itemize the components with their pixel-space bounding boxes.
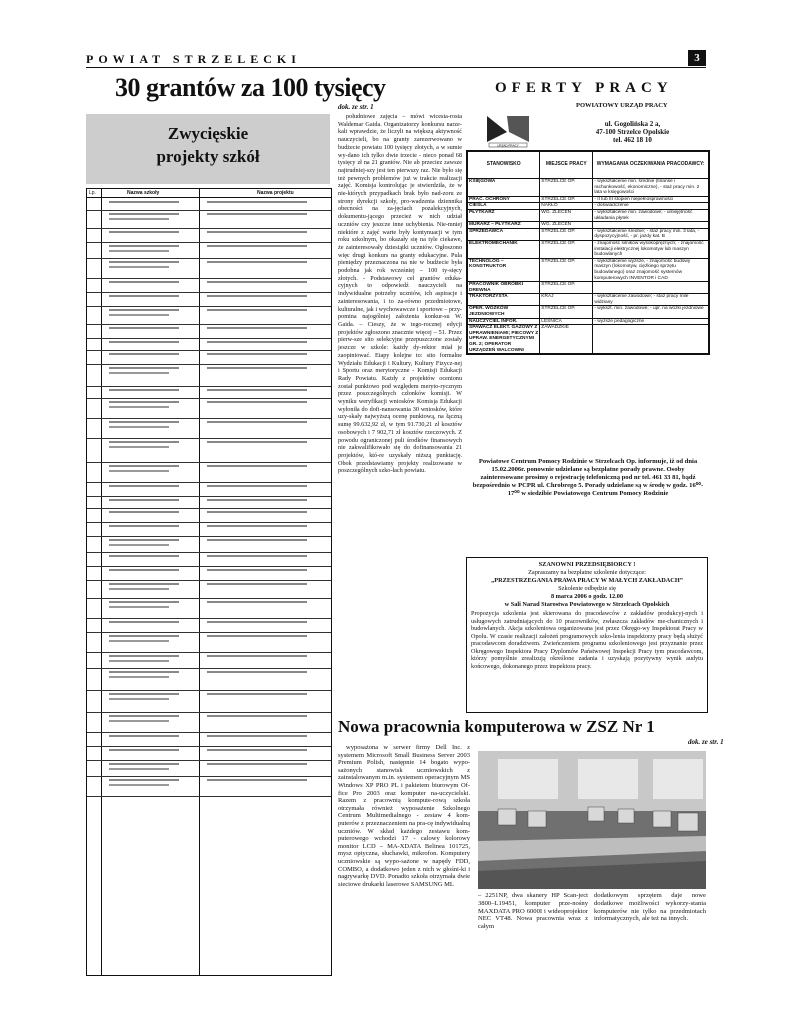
training-greeting: SZANOWNI PRZEDSIĘBIORCY ! bbox=[538, 561, 636, 568]
job-requirements: - doświadczenie bbox=[593, 203, 709, 210]
grants-table-row bbox=[87, 418, 331, 439]
grants-table-row bbox=[87, 462, 331, 483]
grants-table-row bbox=[87, 210, 331, 229]
job-position: TRAKTORZYSTA bbox=[468, 294, 540, 306]
col-project: Nazwa projektu bbox=[257, 190, 294, 196]
header-rule bbox=[86, 67, 706, 68]
sidebar-title-line1: Zwycięskie bbox=[167, 124, 249, 143]
job-location: STRZELCE OP. bbox=[540, 196, 593, 203]
article2-column3: dodatkowym sprzętem daje nowe dodatkowe możliwości wykorzy-stania komputerów nie tylko na przedmiotach informatycznych, ale też na innych. bbox=[594, 892, 706, 923]
job-offers-title: OFERTY PRACY bbox=[495, 80, 673, 96]
address-street: ul. Gogolińska 2 a, bbox=[604, 120, 661, 128]
job-position: PŁYTKARZ bbox=[468, 209, 540, 221]
computer-lab-photo bbox=[478, 751, 706, 889]
grants-table-row bbox=[87, 598, 331, 619]
job-position: PRAC. OCHRONY bbox=[468, 196, 540, 203]
grants-table-row bbox=[87, 668, 331, 691]
job-location: NAKŁO bbox=[540, 203, 593, 210]
grants-table-row bbox=[87, 712, 331, 733]
grants-table-row bbox=[87, 522, 331, 537]
headline-2: Nowa pracownia komputerowa w ZSZ Nr 1 bbox=[338, 717, 655, 736]
job-requirements: - wykształcenie min. zawodowe; - umiejętność układania płytek bbox=[593, 209, 709, 221]
job-row bbox=[468, 228, 709, 240]
grants-table-row bbox=[87, 536, 331, 553]
continuation-note-2: dok. ze str. 1 bbox=[688, 738, 724, 746]
grants-table-row bbox=[87, 580, 331, 599]
job-requirements bbox=[593, 222, 709, 229]
job-row bbox=[468, 196, 709, 203]
labour-office-name: POWIATOWY URZĄD PRACY bbox=[576, 102, 668, 109]
page-number: 3 bbox=[688, 50, 706, 66]
grants-table-row bbox=[87, 618, 331, 633]
grants-table-row bbox=[87, 732, 331, 747]
job-requirements: - wykształcenie wyższe, - znajomość budowy maszyn (lokomotyw, ciężkiego sprzętu budowlanego) oraz znajomość systemów komputerowych INVENTOR i CAD bbox=[593, 258, 709, 281]
grants-table-row bbox=[87, 364, 331, 387]
sidebar-title-line2: projekty szkół bbox=[156, 147, 260, 166]
job-row bbox=[468, 294, 709, 306]
job-row bbox=[468, 240, 709, 258]
job-requirements: - znajomość silników wysokoprężnych; - znajomość instalacji elektrycznej lokomotyw lub maszyn budowlanych bbox=[593, 240, 709, 258]
job-position: MURARZ – PŁYTKARZ bbox=[468, 222, 540, 229]
training-place: w Sali Narad Starostwa Powiatowego w Strzelcach Opolskich bbox=[504, 601, 670, 608]
grants-table-row bbox=[87, 350, 331, 365]
job-requirements: - wyższe pedagogiczne bbox=[593, 318, 709, 325]
training-body: Propozycja szkolenia jest skierowana do pracodawców z zakładów produkcyj-nych i usługowych zatrudniających do 10 pracowników, zwłaszcza zakładów me-chanicznych i budowlanych. Akcja szkoleniowa organizowana jest przez Okręgo-wy Inspektorat Pracy w Opolu. W czasie realizacji założeń programowych szko-lenia inspektorzy pracy będą służyć pracodawcom doradztwem. Zwieńczeniem programu szkoleniowego jest przyznanie przez Okręgowego Inspektora Pracy Dyplomów Państwowej Inspekcji Pracy tym pracodawcom, którzy pomyślnie zrealizują określone zadania i uzyskają pozytywny wynik audytu końcowego, dokonanego przez inspektora pracy. bbox=[471, 610, 703, 670]
article2-column1 bbox=[338, 744, 470, 888]
job-requirements bbox=[593, 282, 709, 294]
job-location: ZAWADZKIE bbox=[540, 325, 593, 354]
job-location: STRZELCE OP. bbox=[540, 228, 593, 240]
job-row bbox=[468, 325, 709, 354]
job-position: TECHNOLOG –KONSTRUKTOR bbox=[468, 258, 540, 281]
grants-table-row bbox=[87, 398, 331, 419]
job-position: CIEŚLA bbox=[468, 203, 540, 210]
job-row bbox=[468, 179, 709, 197]
grants-table-row bbox=[87, 438, 331, 463]
article2-text1: wyposażona w serwer firmy Dell Inc. z systemem Microsoft Small Business Server 2003 Premium Polish, następnie 14 bogato wypo-sażonych stanowisk uczniowskich z zainstalowanym m.in. systemem operacyjnym MS Windows XP PRO PL i pakietem biurowym Of-fice Pro 2003 oraz komputer na-uczycielski. Razem z pracownią kompute-rową szkoła otrzymała również wyposażenie Szkolnego Centrum Multimedialnego - zestaw 4 kom-puterów z przeznaczeniem na pra-cę indywidualną uczniów. W skład każdego zestawu kom-puterowego wchodzi 17 - calowy kolorowy monitor LCD – MA-XDATA Belinea 101725, mysz optyczna, słuchawki, mikrofon. Komputery uczniowskie są wypo-sażone w napędy FDD, COMBO, a dodatkowo jeden z nich w głośni-ki i nagrywarkę DVD. Ponadto szkoła otrzymała dwie sieciowe drukarki laserowe SAMSUNG ML bbox=[338, 744, 470, 888]
job-row bbox=[468, 306, 709, 318]
grants-table-row bbox=[87, 306, 331, 325]
job-position: PRACOWNIK OBRÓBKI DREWNA bbox=[468, 282, 540, 294]
labour-office-logo bbox=[483, 112, 533, 148]
job-location: STRZELCE OP. bbox=[540, 306, 593, 318]
grants-table-row bbox=[87, 324, 331, 339]
sidebar-title-box bbox=[86, 114, 330, 184]
grants-table-row bbox=[87, 652, 331, 669]
job-location: STRZELCE OP. bbox=[540, 240, 593, 258]
grants-table-row bbox=[87, 746, 331, 761]
job-row bbox=[468, 258, 709, 281]
headline: 30 grantów za 100 tysięcy bbox=[115, 73, 386, 102]
job-position: ELEKTROMECHANIK bbox=[468, 240, 540, 258]
training-announcement bbox=[466, 557, 708, 713]
grants-table-row bbox=[87, 292, 331, 307]
logo-text: URZĄD PRACY bbox=[497, 143, 519, 148]
job-row bbox=[468, 282, 709, 294]
job-position: SPAWACZ ELEKT. GAZOWY Z UPRAWNIENIAMI; PIECOWY Z UPRAW. ENERGETYCZNYMI GR. 2; OPERATOR URZĄDZEŃ WALCOWNI bbox=[469, 325, 539, 353]
grants-table-row bbox=[87, 228, 331, 243]
job-location: STRZELCE OP. bbox=[540, 258, 593, 281]
job-requirements: - II lub III stopień niepełnosprawności bbox=[593, 196, 709, 203]
job-requirements: - wykształcenie min. średnie (finanse i rachunkowość, ekonomiczne), - staż pracy min. 2 lata w księgowości bbox=[593, 179, 709, 197]
job-requirements: - wykształcenie zawodowe; - staż pracy mile widziany bbox=[593, 294, 709, 306]
grants-table-row bbox=[87, 566, 331, 581]
job-offers-table bbox=[466, 150, 710, 355]
address-city: 47-100 Strzelce Opolskie bbox=[595, 128, 670, 136]
job-table-header-2: WYMAGANIA OCZEKIWANIA PRACODAWCY: bbox=[593, 152, 709, 179]
job-position: SPRZEDAWCA bbox=[468, 228, 540, 240]
grants-table-header bbox=[87, 189, 331, 198]
job-requirements: - wykształcenie średnie; - staż pracy min. 3 lata, - dyspozycyjność, - pr. jazdy kat. B bbox=[593, 228, 709, 240]
grants-table-row bbox=[87, 552, 331, 567]
job-table-header-1: MIEJSCE PRACY bbox=[540, 152, 593, 179]
training-invite: Zapraszamy na bezpłatne szkolenie dotyczące: bbox=[528, 569, 646, 576]
pcpr-notice: Powiatowe Centrum Pomocy Rodzinie w Strzelcach Op. informuje, iż od dnia 15.02.2006r. ponownie udzielane są bezpłatne porady prawne. Osoby zainteresowane prosimy o rejestrację telefoniczną pod nr tel. 461 33 81, bądź bezpośrednio w PCPR ul. Chrobrego 5. Porady udzielane są w środę w godz. 16⁰⁰- 17⁰⁰ w siedzibie Powiatowego Centrum Pomocy Rodzinie bbox=[472, 458, 704, 497]
job-row bbox=[468, 203, 709, 210]
job-requirements: - wykszt. min. zawodowe; - upr. na wózki jezdniowe bbox=[593, 306, 709, 318]
job-location: WG. ZLECEŃ bbox=[540, 222, 593, 229]
job-location: KRAJ bbox=[540, 294, 593, 306]
grants-table-row bbox=[87, 776, 331, 797]
grants-table bbox=[86, 188, 332, 976]
article1-column bbox=[338, 113, 462, 475]
grants-table-row bbox=[87, 482, 331, 497]
article2-column2: – 2251NP, dwa skanery HP Scan-ject 3800–L19451, komputer prze-nośny MAXDATA PRO 6000I i wideoprojektor NEC VT48. Nowa pracownia wraz z całym bbox=[478, 892, 588, 931]
col-school: Nazwa szkoły bbox=[127, 190, 160, 196]
job-location: STRZELCE OP. bbox=[540, 179, 593, 197]
job-location: LEŚNICA bbox=[540, 318, 593, 325]
training-date: 8 marca 2006 o godz. 12.00 bbox=[550, 593, 624, 600]
job-row bbox=[468, 318, 709, 325]
grants-table-row bbox=[87, 760, 331, 777]
job-row bbox=[468, 209, 709, 221]
grants-table-row bbox=[87, 278, 331, 293]
job-table-header-0: STANOWISKO bbox=[468, 152, 540, 179]
grants-table-row bbox=[87, 508, 331, 523]
continuation-note: dok. ze str. 1 bbox=[338, 103, 374, 111]
grants-table-row bbox=[87, 242, 331, 259]
newspaper-section-title: POWIAT STRZELECKI bbox=[86, 52, 301, 66]
grants-table-row bbox=[87, 632, 331, 653]
col-lp: Lp. bbox=[89, 190, 96, 196]
job-location: STRZELCE OP. bbox=[540, 282, 593, 294]
job-location: WG. ZLECEŃ bbox=[540, 209, 593, 221]
job-position: OPER. WÓZKÓW JEZDNIOWYCH bbox=[468, 306, 540, 318]
job-requirements bbox=[593, 325, 709, 354]
address-phone: tel. 462 18 10 bbox=[613, 136, 652, 144]
job-position: KSIĘGOWA bbox=[468, 179, 540, 197]
training-topic: „PRZESTRZEGANIA PRAWA PRACY W MAŁYCH ZAKŁADACH” bbox=[491, 577, 683, 584]
grants-table-row bbox=[87, 258, 331, 279]
job-position: NAUCZYCIEL INFOR. bbox=[468, 318, 540, 325]
article1-text: południowe zajęcia – mówi wicesta-rosta Waldemar Gaida. Organizatorzy konkursu narze-kali wprawdzie, że liczyli na większą aktywność nauczycieli, bo na granty zarezerwowano w budżecie powiatu 100 tysięcy złotych, a w sumie wy-dano ich tylko dwie trzecie - nieco ponad 68 tysięcy zł na 21 grantów. Nie ab przeciez zawsze najtrudniej-szy jest ten pierwszy raz. Nie było się też pewnych problemów już w trakcie realizacji zajęć. Komisja kontrolując je stwierdziła, że w nie-których przypadkach brak było nad-zoru ze strony dyrekcji szkoły, pro-wadzenia dziennika obecności na za-jęciach pozalekcyjnych, dokumentu-jącego przecież w nich udział uczniów czy jeszcze inne uchybienia. Nie-mniej niektóre z zajęć warte były kontynuacji w tym roku szkolnym, bo okazały się na tyle ciekawe, że zainteresowały dziesiątki uczniów. Ogłoszono więc drugi konkurs na granty edukacyjne. Pula pieniędzy przeznaczona na nie w budżecie była podobna jak rok wcześniej – 100 ty-sięcy złotych. - Podstawowy cel grantów eduka-cyjnych to odpowiedź nauczycieli na indywidualne potrzeby uczniów, ich aspiracje i zainteresowania, i to za-równo przedmiotowe, kulturalne, jak i wychowawcze i sportowe – przy-pomina najogólniej założenia konkur-su W. Gaida. – Cieszy, że w tego-rocznej edycji projektów zgłoszono znacznie więcej – 51. Przez pierw-sze sito selekcyjne przepuszczone zostały jeszcze w szkole: każdy dy-rektor miał je zaopiniować. Etapy kolejne to: sito formalne Wydziału Edukacji i Kultury, Kultury Fizycz-nej i Sportu oraz merytoryczne - Komisji Edukacji Rady Powiatu. Każdy z projektów ocenionu został punktowo pod względem meryto-rycznym przez poszczególnych członków komisji. W wyniku weryfikacji wniosków Komisja Edukacji wyłoniła do dofi-nansowania 30 wniosków, które uzy-skały najwyższą ocenę punktową, na łączną sumę 99.632,92 zł, w tym 91.730,21 zł kosztów osobowych i 7 902,71 zł kosztów rzeczowych. Z powodu ograniczonej puli środków finansowych nie zakwalifikowało się do dofinansowania 21 projektów, któ-re uzyskały niższą punktację. Obok przedstawiamy projekty realizowane w poszczególnych szko-łach powiatu. bbox=[338, 113, 462, 475]
training-when-label: Szkolenie odbędzie się bbox=[558, 585, 616, 592]
job-row bbox=[468, 222, 709, 229]
labour-office-address bbox=[560, 120, 705, 144]
grants-table-row bbox=[87, 690, 331, 713]
